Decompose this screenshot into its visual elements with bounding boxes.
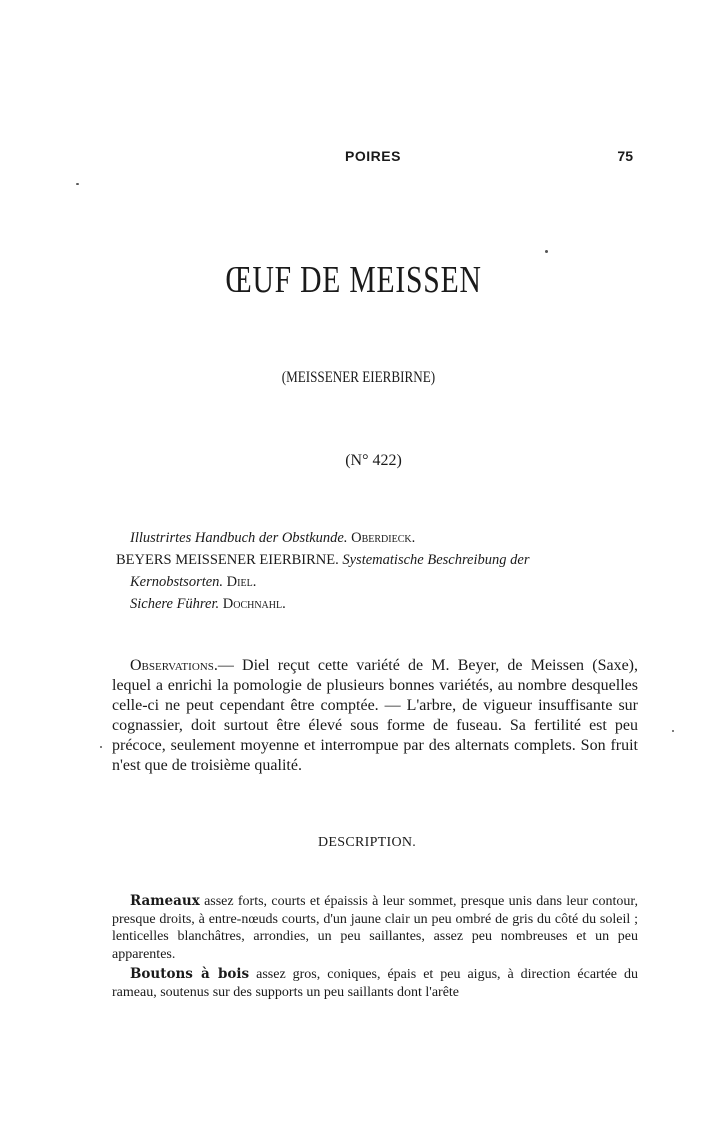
description-section [112, 893, 638, 1004]
running-head: POIRES [345, 148, 401, 164]
description-term: Rameaux [130, 893, 200, 909]
description-paragraph [112, 893, 638, 963]
reference-title: Systematische Beschreibung der [342, 552, 530, 568]
reference-title: Kernobstsorten. [130, 574, 224, 590]
page-number: 75 [617, 148, 633, 164]
references [116, 527, 640, 615]
reference-line [116, 549, 640, 571]
description-text: assez gros, coniques, épais et peu aigus, à direction écartée du rameau, soutenus sur des supports un peu saillants dont l'arête [112, 967, 638, 1000]
description-paragraph [112, 966, 638, 1001]
reference-author: Dochnahl. [222, 596, 286, 612]
paper-speck [100, 746, 102, 748]
reference-line [130, 527, 640, 549]
paper-speck [672, 730, 674, 732]
reference-author: Diel. [226, 574, 257, 590]
reference-title: Sichere Führer. [130, 596, 220, 612]
reference-title: Illustrirtes Handbuch der Obstkunde. [130, 530, 348, 546]
observations-heading: Observations. [130, 657, 218, 674]
reference-synonym: BEYERS MEISSENER EIERBIRNE. [116, 552, 339, 568]
reference-author: Oberdieck. [351, 530, 416, 546]
paper-speck [545, 250, 548, 253]
variety-number: (N° 422) [345, 452, 402, 469]
reference-line [130, 593, 640, 615]
observations-text: — Diel reçut cette variété de M. Beyer, de Meissen (Saxe), lequel a enrichi la pomologie de plusieurs bonnes variétés, au nombre desquelles celle-ci ne peut cependant être comptée. — L'arbre, de vigueur insuffisante sur cognassier, doit surtout être élevé sous forme de fuseau. Sa fertilité est peu précoce, seulement moyenne et interrompue par des alternats complets. Son fruit n'est que de troisième qualité. [112, 657, 638, 774]
variety-title: ŒUF DE MEISSEN [225, 259, 482, 301]
observations-section [112, 656, 638, 776]
observations-paragraph [112, 656, 638, 776]
reference-line [130, 571, 640, 593]
description-text: assez forts, courts et épaissis à leur sommet, presque unis dans leur contour, presque droits, à entre-nœuds courts, d'un jaune clair un peu ombré de gris du côté du soleil ; lenticelles blanchâtres, arrondies, un peu saillantes, assez peu nombreuses et un peu apparentes. [112, 894, 638, 962]
paper-speck [76, 183, 79, 185]
description-heading: DESCRIPTION. [318, 835, 417, 850]
variety-synonym: (MEISSENER EIERBIRNE) [281, 369, 436, 386]
description-term: Boutons à bois [130, 966, 250, 982]
